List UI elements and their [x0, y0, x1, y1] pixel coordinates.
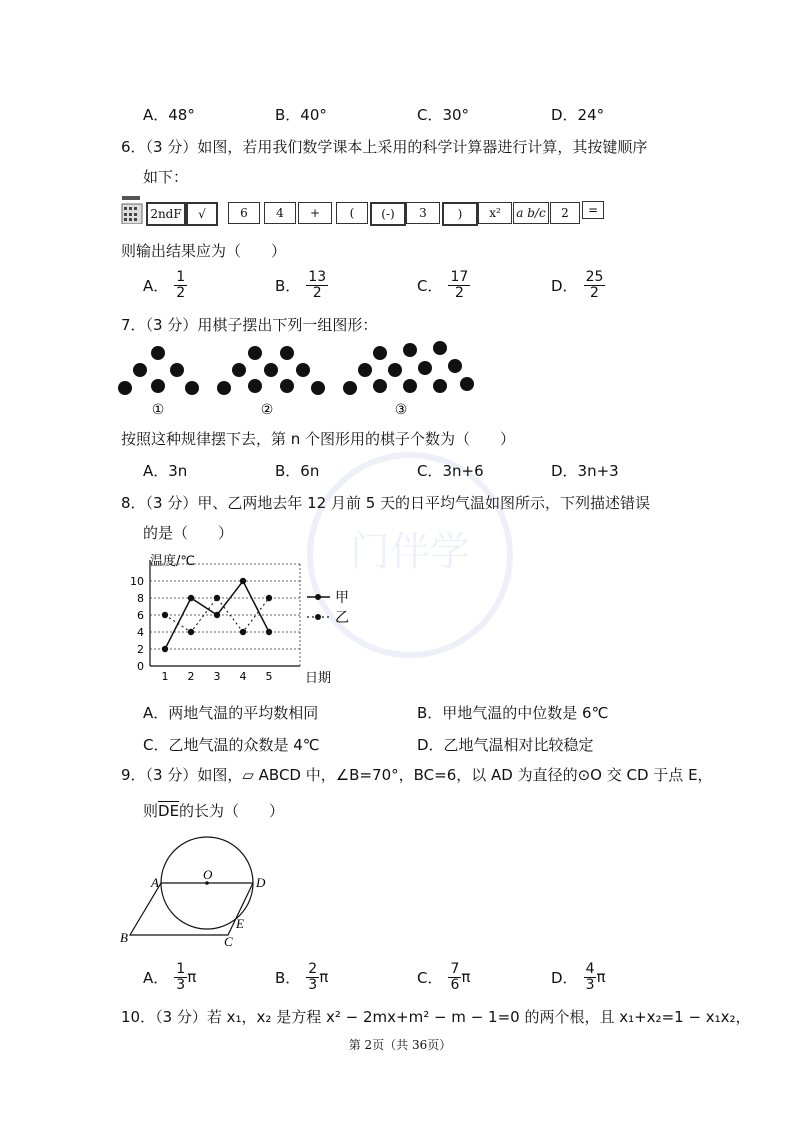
numerator: 25 [585, 269, 604, 285]
piece [403, 379, 417, 393]
q6-stem-line2: 如下： [143, 168, 189, 186]
figure-label-1: ① [151, 402, 165, 418]
label-d: D [256, 875, 266, 890]
piece [280, 346, 294, 360]
q10-stem: 10．（3 分）若 x₁，x₂ 是方程 x² − 2mx+m² − m − 1=0 的两个根，且 x₁+x₂=1 − x₁x₂， [121, 1008, 751, 1026]
key-x-squared: x² [478, 202, 512, 224]
piece [185, 381, 199, 395]
x-tick-label: 1 [161, 670, 169, 683]
data-point-1 [214, 595, 220, 601]
geometry-figure [115, 835, 275, 955]
key-6: 6 [228, 202, 260, 224]
piece [118, 381, 132, 395]
piece [296, 363, 310, 377]
pattern-1 [118, 346, 199, 395]
data-point-1 [240, 629, 246, 635]
option-label: A． [143, 968, 169, 987]
q6-option-c [417, 270, 470, 300]
label-b: B [120, 930, 128, 945]
legend-marker-jia [315, 594, 321, 600]
pattern-3 [343, 341, 474, 395]
q6-option-b [275, 270, 328, 300]
numerator: 2 [308, 961, 318, 977]
fraction [174, 270, 187, 300]
piece [232, 363, 246, 377]
q6-option-a [143, 270, 187, 300]
data-point-0 [188, 595, 194, 601]
parallelogram-abcd [130, 883, 253, 935]
numerator: 7 [450, 961, 460, 977]
key-equals: = [582, 201, 604, 219]
page-footer: 第 2页（共 36页） [348, 1038, 452, 1052]
chart-xlabel: 日期 [305, 671, 332, 686]
chart-ticks [130, 575, 273, 683]
calculator-icon [120, 196, 144, 224]
legend-label-yi: 乙 [335, 610, 349, 626]
denominator: 2 [176, 284, 186, 301]
chess-pieces-figure [115, 340, 475, 420]
pi: π [187, 968, 197, 987]
denominator: 2 [454, 284, 464, 301]
piece [418, 361, 432, 375]
temperature-chart [125, 548, 365, 688]
q8-option-c: C．乙地气温的众数是 4℃ [143, 736, 320, 754]
chart-grid [150, 560, 300, 666]
option-label: D． [551, 276, 578, 295]
q9-stem-line1: 9．（3 分）如图，▱ ABCD 中，∠B=70°，BC=6，以 AD 为直径的⊙O 交 CD 于点 E， [121, 766, 713, 784]
key-4: 4 [264, 202, 296, 224]
piece [151, 346, 165, 360]
key-negative: (-) [370, 202, 406, 226]
label-c: C [224, 934, 233, 949]
label-e: E [236, 916, 244, 931]
piece [373, 379, 387, 393]
fraction [448, 962, 461, 992]
key-close-paren: ) [442, 202, 478, 226]
figure-label-2: ② [260, 402, 274, 418]
piece [133, 363, 147, 377]
piece [280, 379, 294, 393]
denominator: 3 [176, 976, 186, 993]
q5-option-d: D．24° [551, 106, 605, 124]
y-tick-label: 6 [137, 609, 144, 622]
denominator: 2 [312, 284, 322, 301]
piece [151, 379, 165, 393]
piece [248, 379, 262, 393]
chart-legend [307, 590, 349, 626]
data-point-0 [214, 612, 220, 618]
q9-stem-post: 的长为（ ） [179, 802, 285, 820]
denominator: 6 [450, 976, 460, 993]
numerator: 13 [308, 269, 327, 285]
denominator: 3 [585, 976, 595, 993]
key-fraction: a b/c [513, 202, 549, 224]
q6-stem-line3: 则输出结果应为（ ） [121, 242, 287, 260]
data-point-1 [266, 595, 272, 601]
pi: π [596, 968, 606, 987]
label-a: A [151, 875, 159, 890]
arc-de: $\overline{DE}$ [158, 802, 180, 820]
key-open-paren: ( [336, 202, 368, 224]
q5-option-b: B．40° [275, 106, 327, 124]
figure-label-3: ③ [394, 402, 408, 418]
x-tick-label: 4 [239, 670, 247, 683]
q8-stem-line2: 的是（ ） [143, 524, 234, 542]
numerator: 1 [176, 961, 186, 977]
piece [433, 379, 447, 393]
option-label: A． [143, 276, 169, 295]
denominator: 2 [590, 284, 599, 301]
q9-option-d [551, 962, 606, 992]
q7-option-a: A．3n [143, 462, 188, 480]
q6-stem-line1: 6．（3 分）如图，若用我们数学课本上采用的科学计算器进行计算，其按键顺序 [121, 138, 648, 156]
option-label: C． [417, 968, 443, 987]
option-label: B． [275, 968, 301, 987]
piece [403, 343, 417, 357]
q8-option-a: A．两地气温的平均数相同 [143, 704, 319, 722]
key-2ndf: 2ndF [146, 202, 186, 226]
label-o: O [203, 867, 213, 882]
piece [311, 381, 325, 395]
fraction [448, 270, 470, 300]
y-tick-label: 2 [137, 643, 144, 656]
q6-option-d [551, 270, 605, 300]
fraction [584, 270, 606, 300]
q9-stem-line2 [143, 800, 284, 821]
piece [388, 363, 402, 377]
piece [358, 363, 372, 377]
piece [248, 346, 262, 360]
watermark-text: 门伴学 [350, 529, 470, 575]
pattern-2 [217, 346, 325, 395]
numerator: 4 [585, 961, 595, 977]
key-plus: + [298, 202, 332, 224]
q7-option-c: C．3n+6 [417, 462, 484, 480]
key-sqrt: √ [186, 202, 218, 226]
piece [373, 346, 387, 360]
q7-option-b: B．6n [275, 462, 320, 480]
y-tick-label: 0 [137, 660, 144, 673]
data-point-0 [240, 578, 246, 584]
fraction [584, 962, 597, 992]
piece [343, 381, 357, 395]
fraction [306, 270, 328, 300]
q7-stem-2: 按照这种规律摆下去，第 n 个图形用的棋子个数为（ ） [121, 430, 516, 448]
piece [264, 363, 278, 377]
option-label: B． [275, 276, 301, 295]
numerator: 17 [450, 269, 469, 285]
q8-stem-line1: 8．（3 分）甲、乙两地去年 12 月前 5 天的日平均气温如图所示，下列描述错误 [121, 494, 651, 512]
data-point-1 [162, 612, 168, 618]
denominator: 3 [308, 976, 318, 993]
piece [448, 359, 462, 373]
q7-option-d: D．3n+3 [551, 462, 619, 480]
data-point-0 [162, 646, 168, 652]
chart-ylabel: 温度/℃ [150, 554, 195, 569]
piece [170, 363, 184, 377]
q8-option-d: D．乙地气温相对比较稳定 [417, 736, 594, 754]
piece [217, 381, 231, 395]
q9-option-a [143, 962, 196, 992]
q9-stem-pre: 则 [143, 802, 159, 820]
pi: π [461, 968, 471, 987]
q5-option-a: A．48° [143, 106, 195, 124]
data-point-0 [266, 629, 272, 635]
data-point-1 [188, 629, 194, 635]
x-tick-label: 5 [265, 670, 273, 683]
legend-label-jia: 甲 [335, 590, 349, 606]
q7-stem: 7．（3 分）用棋子摆出下列一组图形： [121, 316, 378, 334]
x-tick-label: 3 [213, 670, 221, 683]
q5-option-c: C．30° [417, 106, 470, 124]
y-tick-label: 8 [137, 592, 144, 605]
pi: π [319, 968, 329, 987]
key-2: 2 [550, 202, 580, 224]
option-label: D． [551, 968, 578, 987]
piece [433, 341, 447, 355]
q9-option-c [417, 962, 470, 992]
q8-option-b: B．甲地气温的中位数是 6℃ [417, 704, 609, 722]
piece [460, 377, 474, 391]
legend-marker-yi [315, 614, 321, 620]
fraction [306, 962, 319, 992]
fraction [174, 962, 187, 992]
key-3: 3 [406, 202, 440, 224]
x-tick-label: 2 [187, 670, 195, 683]
q9-option-b [275, 962, 328, 992]
y-tick-label: 4 [137, 626, 144, 639]
numerator: 1 [176, 269, 186, 285]
option-label: C． [417, 276, 443, 295]
y-tick-label: 10 [130, 575, 144, 588]
